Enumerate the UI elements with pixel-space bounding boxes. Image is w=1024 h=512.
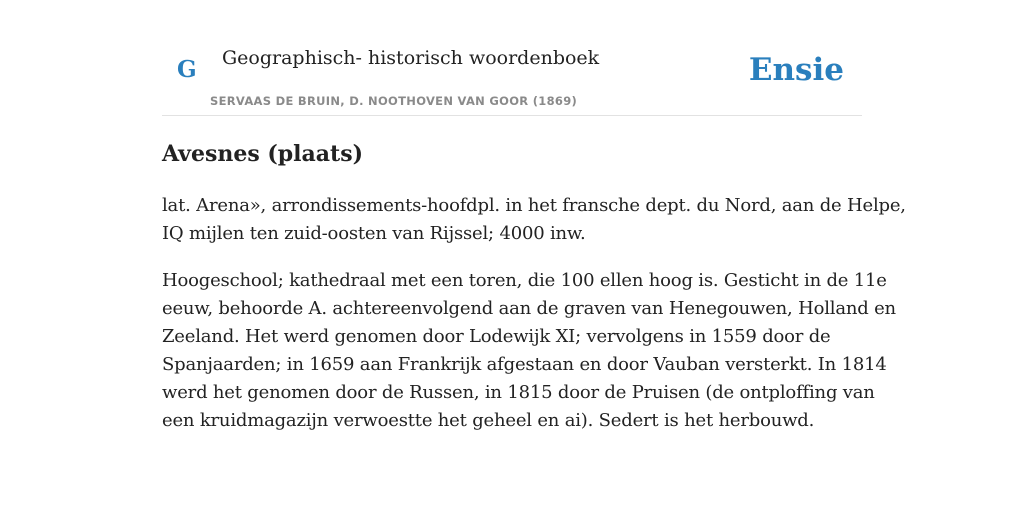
book-header xyxy=(162,0,862,116)
entry-paragraph-2 xyxy=(162,267,896,435)
page-container xyxy=(162,0,906,431)
entry-paragraph-1 xyxy=(162,192,906,248)
paragraph-line: Zeeland. Het werd genomen door Lodewijk XI; vervolgens in 1559 door de xyxy=(162,326,831,347)
paragraph-line: IQ mijlen ten zuid-oosten van Rijssel; 4000 inw. xyxy=(162,223,586,244)
paragraph-line: Hoogeschool; kathedraal met een toren, die 100 ellen hoog is. Gesticht in de 11e xyxy=(162,270,887,291)
entry-body xyxy=(162,192,906,454)
paragraph-line: werd het genomen door de Russen, in 1815 door de Pruisen (de ontploffing van xyxy=(162,382,875,403)
book-authors: SERVAAS DE BRUIN, D. NOOTHOVEN VAN GOOR (1869) xyxy=(210,94,578,108)
ensie-logo[interactable]: Ensie xyxy=(748,52,844,88)
paragraph-line: een kruidmagazijn verwoestte het geheel en ai). Sedert is het herbouwd. xyxy=(162,410,815,431)
book-title[interactable]: Geographisch- historisch woordenboek xyxy=(222,47,600,69)
paragraph-line: eeuw, behoorde A. achtereenvolgend aan de graven van Henegouwen, Holland en xyxy=(162,298,896,319)
letter-badge[interactable]: G xyxy=(177,56,197,83)
paragraph-line: lat. Arena», arrondissements-hoofdpl. in het fransche dept. du Nord, aan de Helpe, xyxy=(162,195,906,216)
paragraph-line: Spanjaarden; in 1659 aan Frankrijk afgestaan en door Vauban versterkt. In 1814 xyxy=(162,354,887,375)
entry-title: Avesnes (plaats) xyxy=(162,141,363,167)
